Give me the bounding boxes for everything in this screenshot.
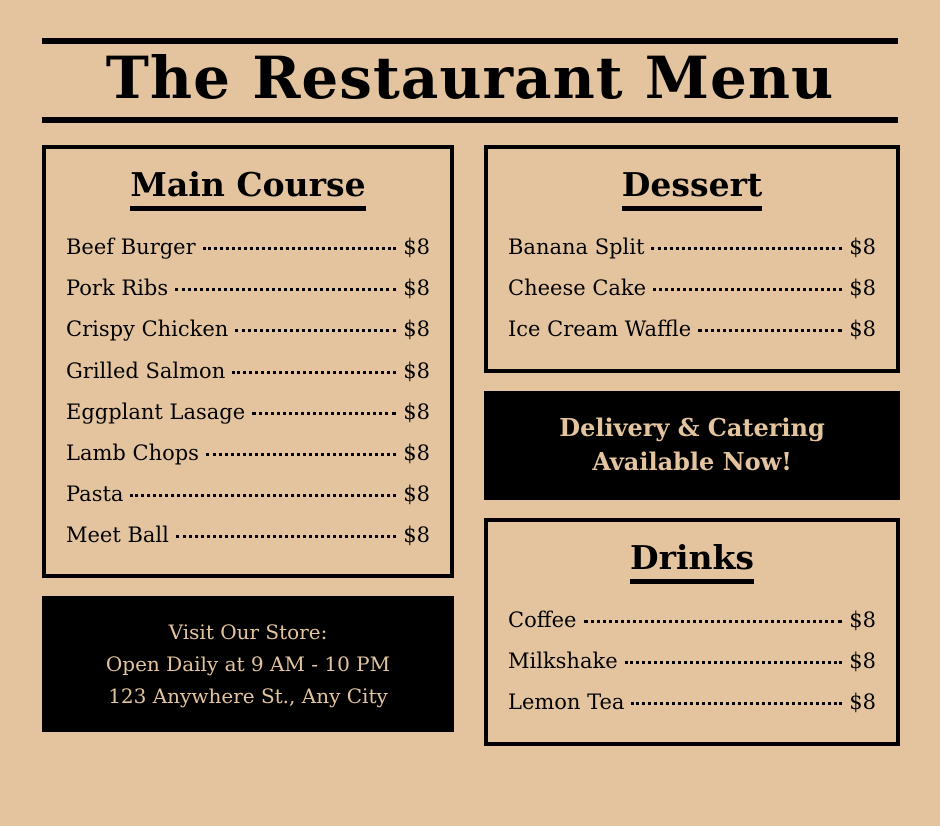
menu-item-price: $8 <box>849 690 876 715</box>
dot-leader <box>176 535 396 538</box>
menu-item-name: Banana Split <box>508 234 645 259</box>
menu-item-price: $8 <box>849 317 876 342</box>
section-drinks <box>484 518 900 746</box>
menu-item-row <box>64 474 432 515</box>
dot-leader <box>252 412 396 415</box>
menu-item-row <box>506 268 878 309</box>
dot-leader <box>698 329 842 332</box>
menu-item-row <box>64 433 432 474</box>
menu-item-name: Pasta <box>66 482 124 507</box>
menu-item-name: Ice Cream Waffle <box>508 317 692 342</box>
menu-item-price: $8 <box>403 523 430 548</box>
section-dessert <box>484 145 900 373</box>
menu-item-price: $8 <box>849 276 876 301</box>
dot-leader <box>651 247 842 250</box>
store-banner-line-1: Visit Our Store: <box>168 620 328 645</box>
dot-leader <box>584 620 843 623</box>
section-title-dessert-text: Dessert <box>622 165 762 211</box>
menu-item-row <box>506 600 878 641</box>
section-title-main-course <box>64 165 432 211</box>
dot-leader <box>232 371 396 374</box>
menu-page <box>0 38 940 826</box>
menu-item-row <box>64 351 432 392</box>
menu-item-price: $8 <box>403 440 430 465</box>
menu-item-row <box>64 392 432 433</box>
store-banner-line-3: 123 Anywhere St., Any City <box>108 684 388 709</box>
menu-item-name: Lemon Tea <box>508 690 625 715</box>
promo-banner-line-1: Delivery & Catering <box>559 412 825 442</box>
left-column <box>42 145 454 746</box>
store-info-banner <box>42 596 454 732</box>
menu-item-name: Eggplant Lasage <box>66 399 246 424</box>
menu-item-price: $8 <box>403 482 430 507</box>
menu-item-row <box>64 515 432 556</box>
menu-item-name: Beef Burger <box>66 234 196 259</box>
menu-item-price: $8 <box>403 399 430 424</box>
menu-item-name: Coffee <box>508 608 577 633</box>
dot-leader <box>175 288 396 291</box>
menu-item-row <box>64 227 432 268</box>
right-column <box>484 145 900 746</box>
menu-item-name: Pork Ribs <box>66 276 169 301</box>
dot-leader <box>203 247 397 250</box>
dot-leader <box>235 329 396 332</box>
menu-item-row <box>506 227 878 268</box>
menu-header <box>42 38 898 123</box>
menu-item-row <box>64 268 432 309</box>
dot-leader <box>653 288 842 291</box>
menu-item-price: $8 <box>849 234 876 259</box>
section-title-dessert <box>506 165 878 211</box>
menu-item-row <box>64 309 432 350</box>
promo-banner <box>484 391 900 501</box>
menu-item-price: $8 <box>849 649 876 674</box>
menu-item-row <box>506 682 878 723</box>
section-title-drinks-text: Drinks <box>630 538 754 584</box>
page-title: The Restaurant Menu <box>105 44 835 112</box>
menu-item-price: $8 <box>403 234 430 259</box>
section-main-course <box>42 145 454 579</box>
menu-item-name: Crispy Chicken <box>66 317 229 342</box>
dot-leader <box>631 702 842 705</box>
menu-item-row <box>506 309 878 350</box>
dot-leader <box>625 661 843 664</box>
dot-leader <box>130 494 396 497</box>
section-title-drinks <box>506 538 878 584</box>
promo-banner-line-2: Available Now! <box>592 447 792 477</box>
menu-item-name: Milkshake <box>508 649 618 674</box>
section-title-main-course-text: Main Course <box>130 165 365 211</box>
store-banner-line-2: Open Daily at 9 AM - 10 PM <box>105 652 391 677</box>
menu-item-name: Meet Ball <box>66 523 169 548</box>
menu-item-name: Lamb Chops <box>66 440 199 465</box>
menu-item-name: Grilled Salmon <box>66 358 226 383</box>
menu-columns <box>42 145 898 746</box>
menu-item-name: Cheese Cake <box>508 276 647 301</box>
menu-item-price: $8 <box>403 317 430 342</box>
menu-item-price: $8 <box>403 276 430 301</box>
menu-item-price: $8 <box>849 608 876 633</box>
dot-leader <box>206 453 396 456</box>
menu-item-row <box>506 641 878 682</box>
menu-item-price: $8 <box>403 358 430 383</box>
